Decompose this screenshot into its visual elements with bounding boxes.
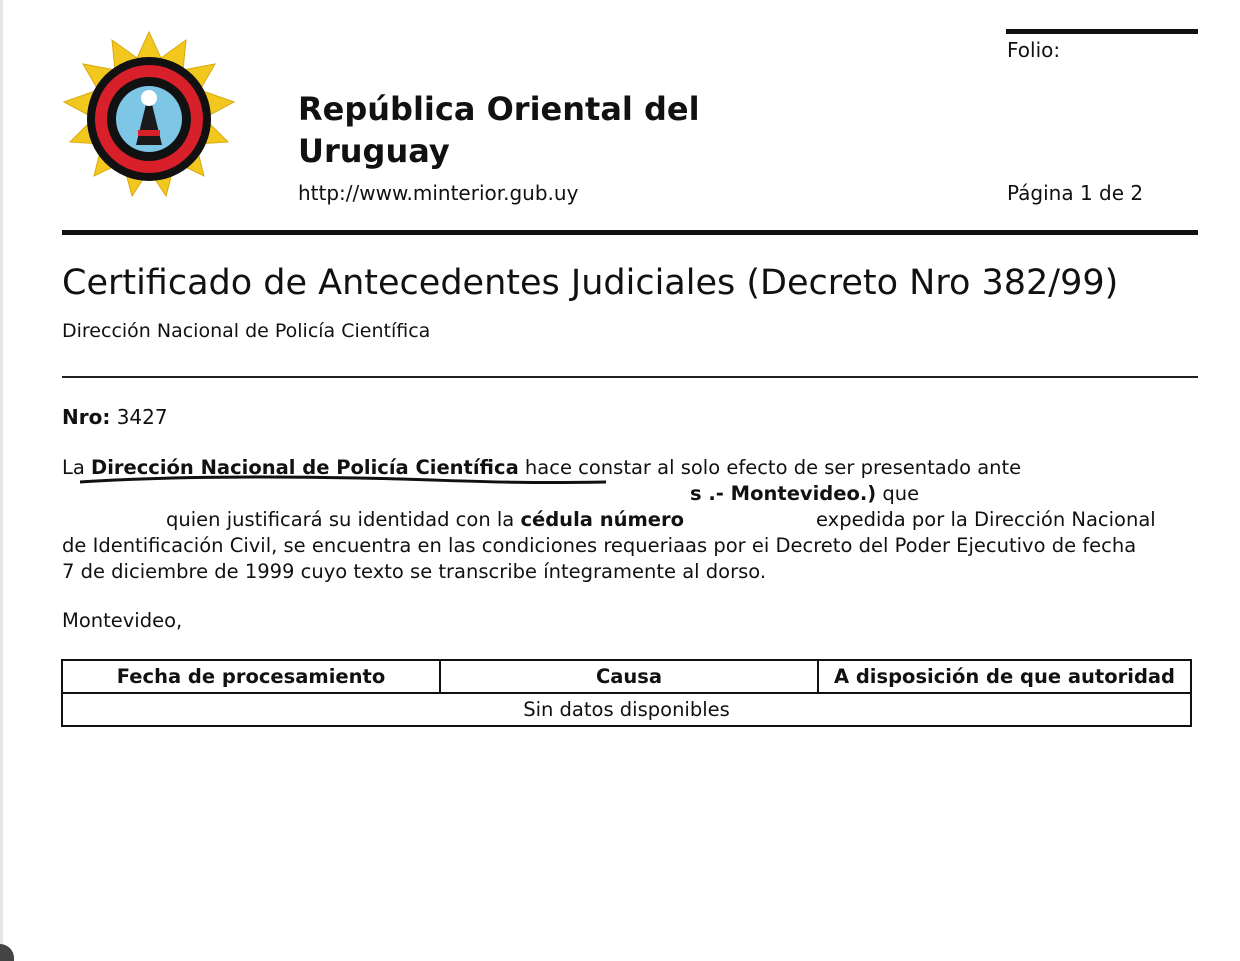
column-header-fecha: Fecha de procesamiento: [62, 660, 440, 693]
body-line-3-bold: cédula número: [520, 508, 685, 531]
certificate-number-value: 3427: [116, 405, 168, 429]
certificate-subtitle: Dirección Nacional de Policía Científica: [62, 320, 431, 342]
page-corner: [0, 944, 14, 961]
certificate-title: Certificado de Antecedentes Judiciales (Decreto Nro 382/99): [62, 263, 1119, 303]
records-table: [61, 659, 1192, 727]
table-row: [62, 693, 1191, 726]
page-edge: [0, 0, 3, 961]
body-line-2: [690, 481, 919, 507]
body-line-3-prefix: quien justificará su identidad con la: [166, 508, 521, 531]
body-line-1-rest: hace constar al solo efecto de ser presentado ante: [518, 456, 1022, 479]
column-header-autoridad: A disposición de que autoridad: [818, 660, 1191, 693]
column-header-causa: Causa: [440, 660, 818, 693]
certificate-number-label: Nro:: [62, 405, 111, 429]
issuer-title-line1: República Oriental del: [298, 90, 700, 128]
page-indicator: Página 1 de 2: [1007, 181, 1144, 205]
folio-bar: [1006, 29, 1198, 34]
body-line-1-bold: Dirección Nacional de Policía Científica: [91, 456, 519, 479]
section-divider: [62, 376, 1198, 378]
body-line-2-rest: que: [876, 482, 920, 505]
body-line-2-bold: s .- Montevideo.): [690, 482, 877, 505]
policia-nacional-seal-icon: [58, 30, 240, 208]
folio-label: Folio:: [1007, 38, 1061, 62]
handwritten-underline-mark: [78, 474, 608, 488]
certificate-number: [62, 405, 168, 429]
table-header-row: [62, 660, 1191, 693]
body-line-3-rest: expedida por la Dirección Nacional: [816, 508, 1156, 531]
body-line-3: [166, 507, 1156, 533]
body-line-1-prefix: La: [62, 456, 92, 479]
place-date: Montevideo,: [62, 609, 183, 632]
body-line-5: 7 de diciembre de 1999 cuyo texto se transcribe íntegramente al dorso.: [62, 560, 767, 583]
header-divider: [62, 230, 1198, 235]
empty-table-message: Sin datos disponibles: [62, 693, 1191, 726]
issuer-title-line2: Uruguay: [298, 132, 450, 170]
body-line-4: de Identificación Civil, se encuentra en las condiciones requeriaas por ei Decreto del Poder Ejecutivo de fecha: [62, 534, 1137, 557]
issuer-url: http://www.minterior.gub.uy: [298, 181, 579, 205]
issuer-title: [298, 88, 758, 172]
